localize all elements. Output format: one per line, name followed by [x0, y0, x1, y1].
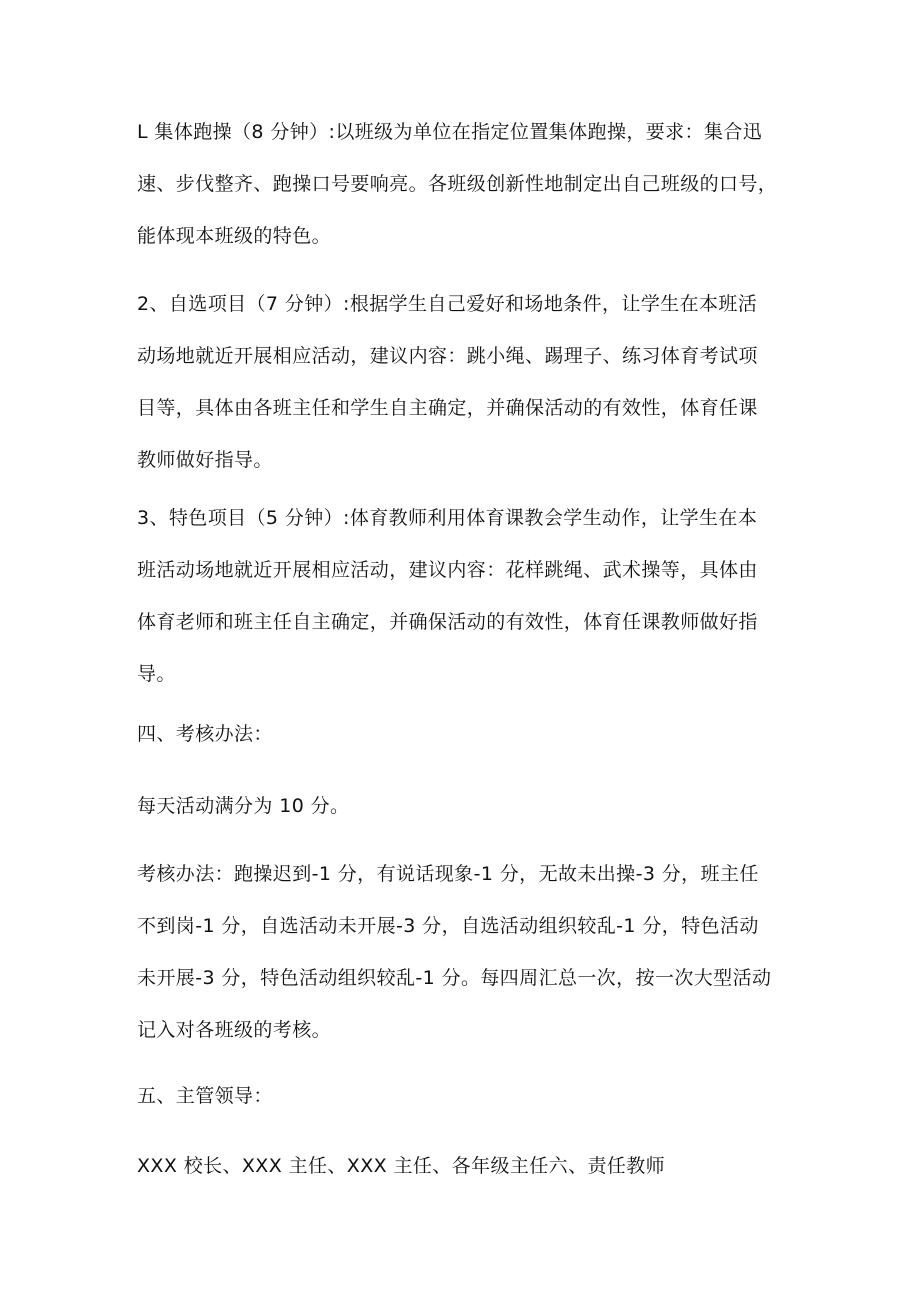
text-line: 班活动场地就近开展相应活动，建议内容：花样跳绳、武术操等，具体由 — [137, 559, 758, 581]
paragraph-elective-activity — [137, 278, 789, 486]
text-line: 导。 — [137, 663, 176, 685]
paragraph-assessment-rules — [137, 848, 789, 1056]
text-line: XXX 校长、XXX 主任、XXX 主任、各年级主任六、责任教师 — [137, 1155, 666, 1177]
text-line: 3、特色项目（5 分钟）:体育教师利用体育课教会学生动作，让学生在本 — [137, 507, 758, 529]
text-line: 考核办法：跑操迟到-1 分，有说话现象-1 分，无故未出操-3 分，班主任 — [137, 863, 759, 885]
paragraph-special-activity — [137, 492, 789, 700]
text-line: 速、步伐整齐、跑操口号要响亮。各班级创新性地制定出自己班级的口号， — [137, 173, 778, 195]
text-line: L 集体跑操（8 分钟）:以班级为单位在指定位置集体跑操，要求：集合迅 — [137, 121, 763, 143]
section-heading-leadership — [137, 1070, 789, 1122]
text-line: 2、自选项目（7 分钟）:根据学生自己爱好和场地条件，让学生在本班活 — [137, 293, 758, 315]
paragraph-group-run — [137, 106, 789, 262]
text-line: 动场地就近开展相应活动，建议内容：跳小绳、踢理子、练习体育考试项 — [137, 345, 758, 367]
text-line: 能体现本班级的特色。 — [137, 225, 332, 247]
heading-text: 五、主管领导： — [137, 1085, 273, 1107]
text-line: 体育老师和班主任自主确定，并确保活动的有效性，体育任课教师做好指 — [137, 611, 758, 633]
text-line: 未开展-3 分，特色活动组织较乱-1 分。每四周汇总一次，按一次大型活动 — [137, 967, 772, 989]
paragraph-leaders-list — [137, 1140, 789, 1192]
text-line: 目等，具体由各班主任和学生自主确定，并确保活动的有效性，体育任课 — [137, 397, 758, 419]
paragraph-full-score — [137, 780, 789, 832]
text-line: 教师做好指导。 — [137, 449, 273, 471]
text-line: 每天活动满分为 10 分。 — [137, 795, 350, 817]
text-line: 记入对各班级的考核。 — [137, 1019, 332, 1041]
section-heading-assessment — [137, 708, 789, 760]
heading-text: 四、考核办法： — [137, 723, 273, 745]
text-line: 不到岗-1 分，自选活动未开展-3 分，自选活动组织较乱-1 分，特色活动 — [137, 915, 759, 937]
